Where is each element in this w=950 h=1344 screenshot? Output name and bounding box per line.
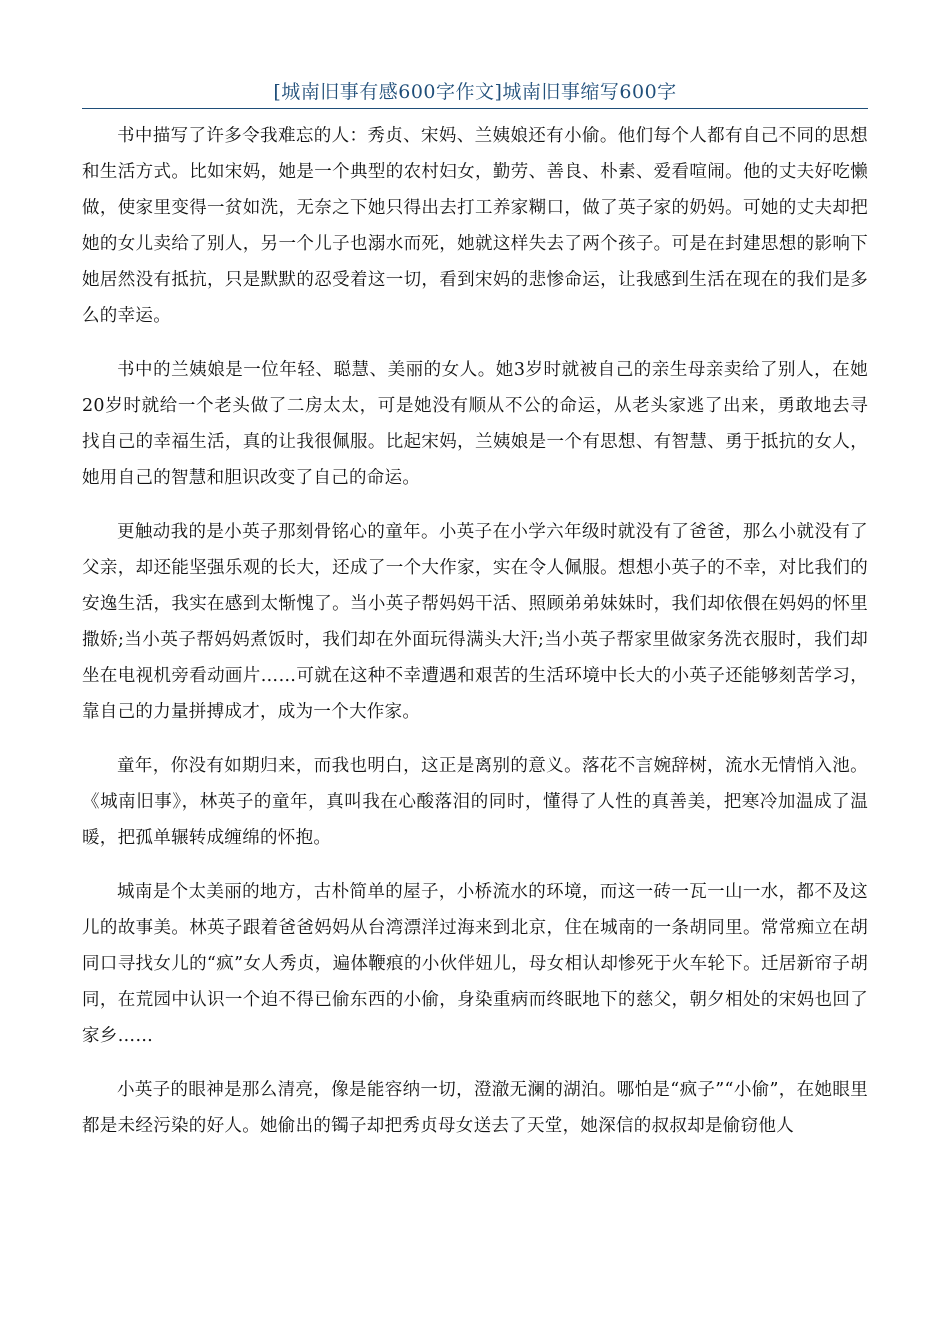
header-title: [城南旧事有感600字作文]城南旧事缩写600字 <box>273 81 677 103</box>
paragraph: 小英子的眼神是那么清亮，像是能容纳一切，澄澈无澜的湖泊。哪怕是“疯子”“小偷”，在她眼里都是未经污染的好人。她偷出的镯子却把秀贞母女送去了天堂，她深信的叔叔却是偷窃他人 <box>82 1080 868 1136</box>
paragraph: 书中的兰姨娘是一位年轻、聪慧、美丽的女人。她3岁时就被自己的亲生母亲卖给了别人，在她20岁时就给一个老头做了二房太太，可是她没有顺从不公的命运，从老头家逃了出来，勇敢地去寻找自己的幸福生活，真的让我很佩服。比起宋妈，兰姨娘是一个有思想、有智慧、勇于抵抗的女人，她用自己的智慧和胆识改变了自己的命运。 <box>82 360 868 488</box>
paragraph: 城南是个太美丽的地方，古朴简单的屋子，小桥流水的环境，而这一砖一瓦一山一水，都不及这儿的故事美。林英子跟着爸爸妈妈从台湾漂洋过海来到北京，住在城南的一条胡同里。常常痴立在胡同口寻找女儿的“疯”女人秀贞，遍体鞭痕的小伙伴妞儿，母女相认却惨死于火车轮下。迁居新帘子胡同，在荒园中认识一个迫不得已偷东西的小偷，身染重病而终眠地下的慈父，朝夕相处的宋妈也回了家乡…… <box>82 882 868 1046</box>
article-body <box>82 118 868 1162</box>
paragraph: 更触动我的是小英子那刻骨铭心的童年。小英子在小学六年级时就没有了爸爸，那么小就没有了父亲，却还能坚强乐观的长大，还成了一个大作家，实在令人佩服。想想小英子的不幸，对比我们的安逸生活，我实在感到太惭愧了。当小英子帮妈妈干活、照顾弟弟妹妹时，我们却依偎在妈妈的怀里撒娇;当小英子帮妈妈煮饭时，我们却在外面玩得满头大汗;当小英子帮家里做家务洗衣服时，我们却坐在电视机旁看动画片……可就在这种不幸遭遇和艰苦的生活环境中长大的小英子还能够刻苦学习，靠自己的力量拼搏成才，成为一个大作家。 <box>82 522 868 722</box>
page-header <box>82 78 868 109</box>
paragraph: 童年，你没有如期归来，而我也明白，这正是离别的意义。落花不言婉辞树，流水无情悄入池。《城南旧事》，林英子的童年，真叫我在心酸落泪的同时，懂得了人性的真善美，把寒冷加温成了温暖，把孤单辗转成缠绵的怀抱。 <box>82 756 868 848</box>
paragraph: 书中描写了许多令我难忘的人：秀贞、宋妈、兰姨娘还有小偷。他们每个人都有自己不同的思想和生活方式。比如宋妈，她是一个典型的农村妇女，勤劳、善良、朴素、爱看喧闹。他的丈夫好吃懒做，使家里变得一贫如洗，无奈之下她只得出去打工养家糊口，做了英子家的奶妈。可她的丈夫却把她的女儿卖给了别人，另一个儿子也溺水而死，她就这样失去了两个孩子。可是在封建思想的影响下她居然没有抵抗，只是默默的忍受着这一切，看到宋妈的悲惨命运，让我感到生活在现在的我们是多么的幸运。 <box>82 126 868 326</box>
